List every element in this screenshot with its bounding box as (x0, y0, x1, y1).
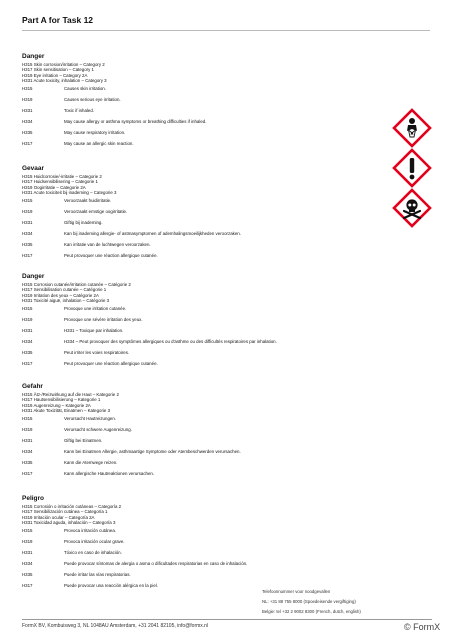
classification-line: H317 Sensibilisation cutanée – Catégorie 1 (22, 287, 107, 293)
hazard-code: H331 (22, 438, 33, 444)
hazard-code: H317 (22, 471, 33, 477)
hazard-statement-row (22, 195, 442, 206)
exclamation-pictogram (392, 148, 432, 188)
hazard-text: Provoque une irritation cutanée. (64, 306, 127, 312)
hazard-statement-row (22, 413, 442, 424)
hazard-code: H331 (22, 108, 33, 114)
hazard-code: H319 (22, 97, 33, 103)
classification-line: H319 Augenreizung – Kategorie 2A (22, 402, 91, 408)
classification-line: H315 Ätz-/Reizwirkung auf die Haut – Kategorie 2 (22, 392, 119, 397)
hazard-code: H335 (22, 130, 33, 136)
hazard-code: H317 (22, 361, 33, 367)
skull-crossbones-icon (392, 188, 432, 228)
classification-line: H331 Toxicidad aguda, inhalación – Categoría 3 (22, 519, 116, 525)
hazard-text: Giftig bij inademing. (64, 220, 103, 226)
hazard-code: H315 (22, 416, 33, 422)
signal-word: Danger (22, 273, 45, 280)
hazard-statement-row (22, 424, 442, 435)
hazard-statement-row (22, 105, 442, 116)
hazard-statement-row (22, 325, 442, 336)
hazard-text: Peut irriter les voies respiratoires. (64, 350, 130, 356)
hazard-statement-row (22, 468, 442, 479)
classification-line: H319 Irritación ocular – Categoría 2A (22, 514, 95, 520)
classification-line: H319 Irritation des yeux – Catégorie 2A (22, 292, 99, 298)
hazard-text: Tóxico en caso de inhalación. (64, 550, 122, 556)
hazard-code: H335 (22, 572, 33, 578)
hazard-statement-row (22, 303, 442, 314)
header-divider (22, 30, 430, 31)
classification-line: H315 Huidcorrosie/-irritatie – Categorie 2 (22, 174, 102, 179)
hazard-text: Puede irritar las vías respiratorias. (64, 572, 131, 578)
classification-line: H315 Corrosión o irritación cutáneas – Categoría 2 (22, 504, 122, 509)
health-hazard-pictogram (392, 108, 432, 148)
hazard-text: Kan bij inademing allergie- of astmasymptomen of ademhalingsmoeilijkheden veroorzaken. (64, 231, 241, 237)
hazard-text: Veroorzaakt ernstige oogirritatie. (64, 209, 128, 215)
hazard-section-spanish (22, 494, 442, 591)
classification-line: H317 Sensibilización cutánea – Categoría 1 (22, 509, 108, 515)
classification-line: H315 Corrosion cutanée/irritation cutanée – Catégorie 2 (22, 282, 131, 287)
formx-logo: © FormX (404, 622, 441, 632)
hazard-code: H317 (22, 583, 33, 589)
hazard-code: H334 (22, 561, 33, 567)
hazard-text: May cause respiratory irritation. (64, 130, 126, 136)
hazard-statement-row (22, 127, 442, 138)
hazard-text: Kann allergische Hautreaktionen verursachen. (64, 471, 155, 477)
hazard-statement-row (22, 116, 442, 127)
hazard-text: H334 – Peut provoquer des symptômes allergiques ou d'asthme ou des difficultés respiratoires par inhalation. (64, 339, 277, 345)
hazard-statement-row (22, 435, 442, 446)
hazard-statement-row (22, 138, 442, 149)
hazard-statement-row (22, 547, 442, 558)
signal-word: Gevaar (22, 165, 45, 172)
hazard-text: May cause allergy or asthma symptoms or breathing difficulties if inhaled. (64, 119, 207, 125)
skull-crossbones-pictogram (392, 188, 432, 228)
hazard-section-english (22, 52, 442, 149)
hazard-text: Toxic if inhaled. (64, 108, 95, 114)
hazard-text: Causes serious eye irritation. (64, 97, 121, 103)
contact-nl: NL: +31 88 755 8000 (Spoedeisende vergiftiging) (262, 599, 356, 604)
hazard-text: Puede provocar una reacción alérgica en la piel. (64, 583, 158, 589)
hazard-statement-row (22, 206, 442, 217)
hazard-code: H334 (22, 231, 33, 237)
hazard-code: H331 (22, 328, 33, 334)
hazard-statement-row (22, 446, 442, 457)
hazard-code: H335 (22, 242, 33, 248)
hazard-statement-row (22, 336, 442, 347)
hazard-code: H317 (22, 253, 33, 259)
signal-word: Danger (22, 53, 45, 60)
hazard-code: H319 (22, 317, 33, 323)
hazard-statement-row (22, 239, 442, 250)
hazard-code: H317 (22, 141, 33, 147)
hazard-code: H319 (22, 539, 33, 545)
hazard-code: H319 (22, 209, 33, 215)
classification-line: H319 Eye irritation – Category 2A (22, 72, 88, 78)
exclamation-mark-icon (392, 148, 432, 188)
footer-address: FormX BV, Kombuisweg 3, NL 1048AU Amsterdam, +31 2041 82105, info@formx.nl (22, 623, 209, 629)
hazard-section-dutch (22, 164, 442, 261)
hazard-code: H315 (22, 306, 33, 312)
hazard-section-french (22, 272, 442, 369)
contact-label: Telefoonnummer voor noodgevallen (262, 589, 331, 594)
emergency-contact (262, 587, 432, 617)
hazard-section-german (22, 382, 442, 479)
hazard-text: Peut provoquer une réaction allergique cutanée. (64, 253, 158, 259)
page-title: Part A for Task 12 (22, 15, 94, 25)
hazard-text: Provoca irritación ocular grave. (64, 539, 125, 545)
hazard-code: H334 (22, 119, 33, 125)
hazard-text: Kan irritatie van de luchtwegen veroorzaken. (64, 242, 151, 248)
hazard-statement-row (22, 217, 442, 228)
classification-line: H317 Huidsensibilisering – Categorie 1 (22, 179, 98, 185)
hazard-code: H315 (22, 198, 33, 204)
hazard-statement-row (22, 314, 442, 325)
hazard-code: H334 (22, 339, 33, 345)
hazard-statement-row (22, 228, 442, 239)
hazard-text: Veroorzaakt huidirritatie. (64, 198, 112, 204)
hazard-code: H331 (22, 220, 33, 226)
hazard-text: Verursacht Hautreizungen. (64, 416, 116, 422)
hazard-code: H331 (22, 550, 33, 556)
classification-line: H331 Akute Toxizität, Einatmen – Kategorie 3 (22, 407, 111, 413)
hazard-statement-row (22, 358, 442, 369)
hazard-statement-row (22, 83, 442, 94)
hazard-code: H319 (22, 427, 33, 433)
hazard-text: May cause an allergic skin reaction. (64, 141, 134, 147)
hazard-text: Verursacht schwere Augenreizung. (64, 427, 132, 433)
hazard-statement-row (22, 457, 442, 468)
hazard-text: Causes skin irritation. (64, 86, 106, 92)
footer-divider (22, 619, 432, 620)
hazard-statement-row (22, 525, 442, 536)
hazard-statement-row (22, 250, 442, 261)
hazard-code: H335 (22, 350, 33, 356)
hazard-statement-row (22, 569, 442, 580)
hazard-text: Giftig bei Einatmen. (64, 438, 103, 444)
hazard-text: Kann bei Einatmen Allergie, asthmaartige Symptome oder Atembeschwerden verursachen. (64, 449, 241, 455)
hazard-text: Peut provoquer une réaction allergique cutanée. (64, 361, 158, 367)
classification-line: H317 Hautsensibilisierung – Kategorie 1 (22, 397, 101, 403)
health-hazard-icon (392, 108, 432, 148)
classification-line: H331 Acute toxiciteit bij inademing – Categorie 3 (22, 189, 117, 195)
hazard-text: Kann die Atemwege reizen. (64, 460, 118, 466)
classification-line: H331 Acute toxicity, inhalation – Category 3 (22, 77, 107, 83)
contact-be: Belgie: tel +32 2 9002 8300 (French, dutch, english) (262, 609, 361, 614)
classification-line: H319 Oogirritatie – Categorie 2A (22, 184, 86, 190)
signal-word: Gefahr (22, 383, 43, 390)
hazard-statement-row (22, 536, 442, 547)
hazard-statement-row (22, 558, 442, 569)
hazard-code: H335 (22, 460, 33, 466)
signal-word: Peligro (22, 495, 45, 502)
classification-line: H317 Skin sensitisation – Category 1 (22, 67, 94, 73)
classification-line: H331 Toxicité aiguë, inhalation – Catégorie 3 (22, 297, 110, 303)
hazard-code: H315 (22, 528, 33, 534)
hazard-code: H334 (22, 449, 33, 455)
hazard-text: Provoca irritación cutánea. (64, 528, 116, 534)
hazard-statement-row (22, 94, 442, 105)
hazard-text: H331 – Toxique par inhalation. (64, 328, 124, 334)
classification-line: H315 Skin corrosion/irritation – Category 2 (22, 62, 105, 67)
hazard-text: Puede provocar síntomas de alergia o asma o dificultades respiratorias en caso de inhalación. (64, 561, 248, 567)
hazard-statement-row (22, 347, 442, 358)
hazard-code: H315 (22, 86, 33, 92)
hazard-text: Provoque une sévère irritation des yeux. (64, 317, 143, 323)
